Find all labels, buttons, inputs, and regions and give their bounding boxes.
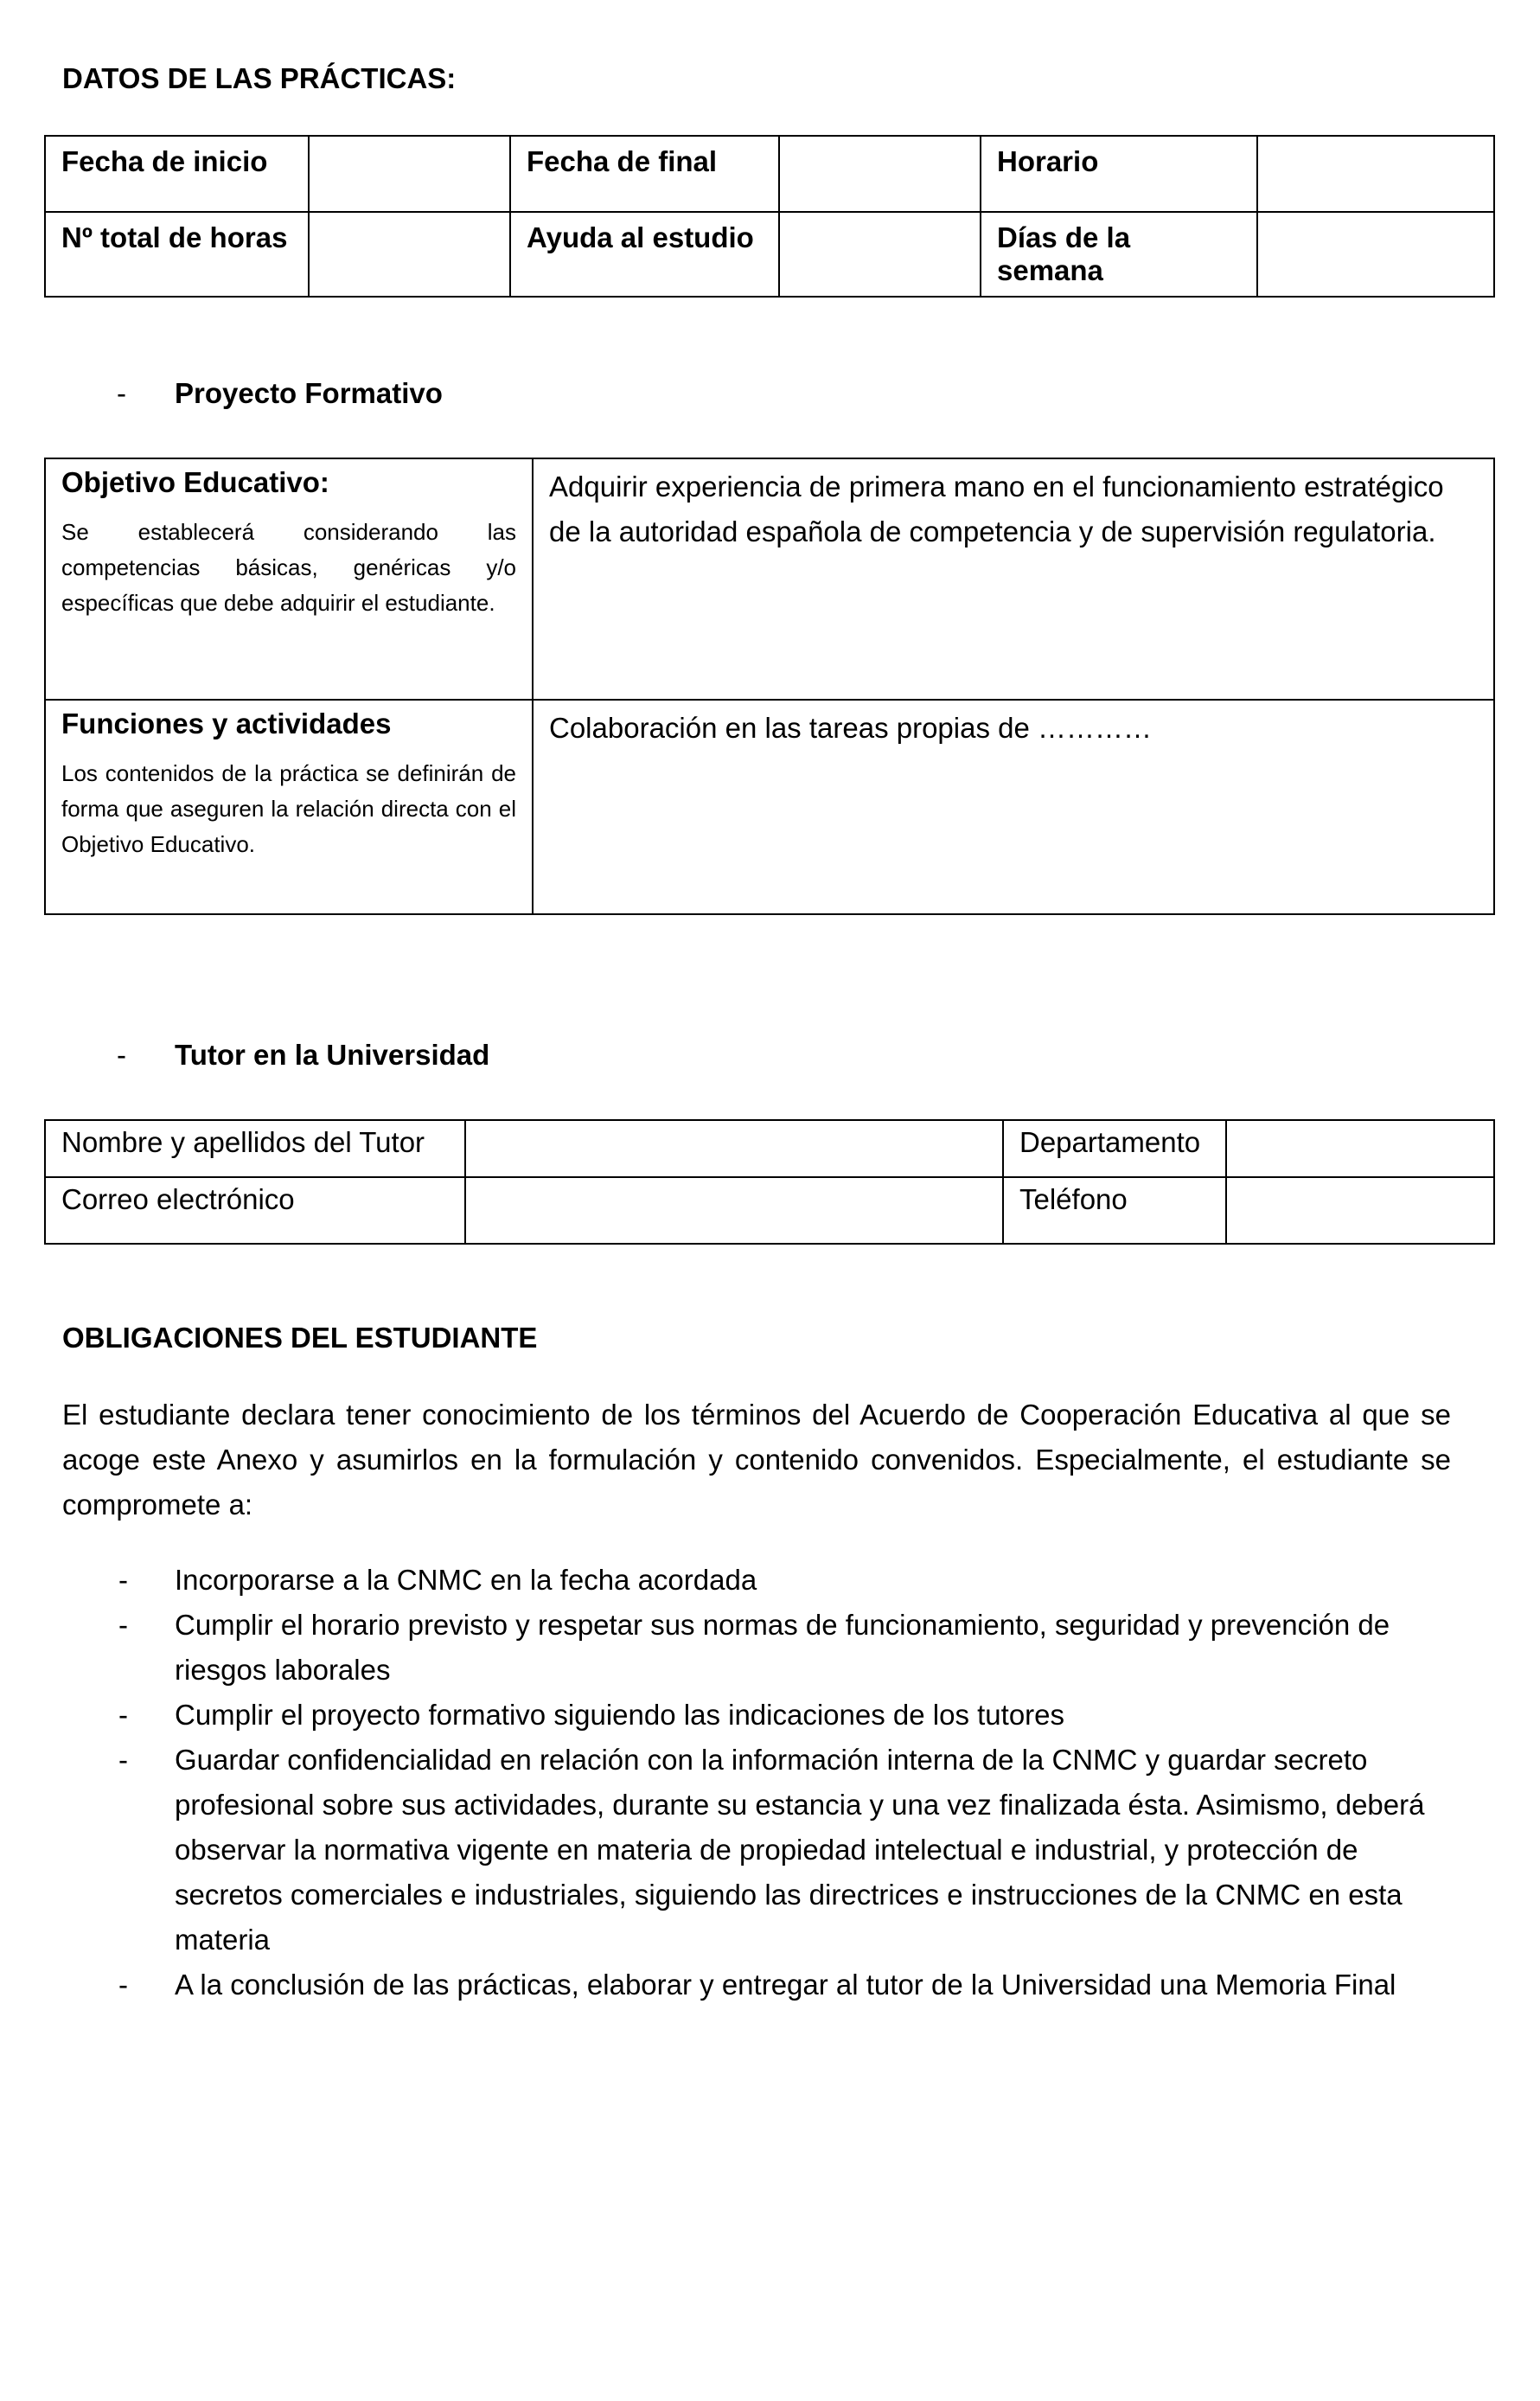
obligaciones-heading: OBLIGACIONES DEL ESTUDIANTE — [62, 1322, 538, 1354]
table-row — [45, 1177, 1494, 1244]
funciones-content: Colaboración en las tareas propias de ………… — [549, 712, 1153, 744]
departamento-value-cell[interactable] — [1226, 1120, 1494, 1177]
dias-semana-label-cell: Días de la semana — [981, 212, 1257, 297]
objetivo-label-cell — [45, 458, 533, 700]
proyecto-heading: Proyecto Formativo — [175, 377, 443, 409]
list-item: - Guardar confidencialidad en relación con la información interna de la CNMC y guardar secreto profesional sobre sus actividades, durante su estancia y una vez finalizada ésta. Asimismo, deberá observar la normativa vigente en materia de propiedad intelectual e industrial, y protección de secretos comerciales e industriales, siguiendo las directrices e instrucciones de la CNMC en esta materia — [118, 1744, 1425, 1956]
telefono-value-cell[interactable] — [1226, 1177, 1494, 1244]
fecha-final-label-cell: Fecha de final — [510, 136, 779, 212]
correo-value-cell[interactable] — [465, 1177, 1003, 1244]
list-item: - Cumplir el proyecto formativo siguiendo las indicaciones de los tutores — [118, 1699, 1065, 1731]
obligaciones-intro: El estudiante declara tener conocimiento de los términos del Acuerdo de Cooperación Educativa al que se acoge este Anexo y asumirlos en la formulación y contenido convenidos. Especialmente, el estudiante se compromete a: — [62, 1399, 1451, 1521]
funciones-desc: Los contenidos de la práctica se definirán de forma que aseguren la relación directa con el Objetivo Educativo. — [61, 760, 516, 857]
fecha-inicio-label-cell: Fecha de inicio — [45, 136, 309, 212]
list-item: - Cumplir el horario previsto y respetar sus normas de funcionamiento, seguridad y prevención de riesgos laborales — [118, 1609, 1390, 1686]
departamento-label-cell: Departamento — [1003, 1120, 1226, 1177]
funciones-title: Funciones y actividades — [61, 707, 392, 740]
funciones-label-cell — [45, 700, 533, 914]
practicas-table — [44, 135, 1495, 298]
tutor-nombre-value-cell[interactable] — [465, 1120, 1003, 1177]
dias-semana-value-cell[interactable] — [1257, 212, 1494, 297]
table-row — [45, 1120, 1494, 1177]
table-row — [45, 700, 1494, 914]
table-row — [45, 136, 1494, 212]
funciones-content-cell[interactable] — [533, 700, 1494, 914]
total-horas-value-cell[interactable] — [309, 212, 510, 297]
ayuda-estudio-label-cell: Ayuda al estudio — [510, 212, 779, 297]
ayuda-estudio-value-cell[interactable] — [779, 212, 981, 297]
datos-heading: DATOS DE LAS PRÁCTICAS: — [62, 62, 457, 94]
objetivo-content-cell[interactable] — [533, 458, 1494, 700]
objetivo-title: Objetivo Educativo: — [61, 466, 329, 498]
table-row — [45, 458, 1494, 700]
tutor-nombre-label-cell: Nombre y apellidos del Tutor — [45, 1120, 465, 1177]
telefono-label-cell: Teléfono — [1003, 1177, 1226, 1244]
proyecto-dash: - — [117, 377, 126, 409]
obligaciones-list — [118, 1558, 1428, 2007]
list-item: - A la conclusión de las prácticas, elaborar y entregar al tutor de la Universidad una Memoria Final — [118, 1969, 1396, 2001]
total-horas-label-cell: Nº total de horas — [45, 212, 309, 297]
tutor-heading: Tutor en la Universidad — [175, 1039, 490, 1071]
list-item: - Incorporarse a la CNMC en la fecha acordada — [118, 1564, 757, 1596]
objetivo-content: Adquirir experiencia de primera mano en el funcionamiento estratégico de la autoridad española de competencia y de supervisión regulatoria. — [549, 471, 1444, 547]
proyecto-table — [44, 458, 1495, 915]
table-row — [45, 212, 1494, 297]
fecha-final-value-cell[interactable] — [779, 136, 981, 212]
tutor-table — [44, 1119, 1495, 1245]
fecha-inicio-value-cell[interactable] — [309, 136, 510, 212]
objetivo-desc: Se establecerá considerando las competencias básicas, genéricas y/o específicas que debe adquirir el estudiante. — [61, 519, 516, 616]
horario-value-cell[interactable] — [1257, 136, 1494, 212]
horario-label-cell: Horario — [981, 136, 1257, 212]
correo-label-cell: Correo electrónico — [45, 1177, 465, 1244]
tutor-dash: - — [117, 1039, 126, 1071]
